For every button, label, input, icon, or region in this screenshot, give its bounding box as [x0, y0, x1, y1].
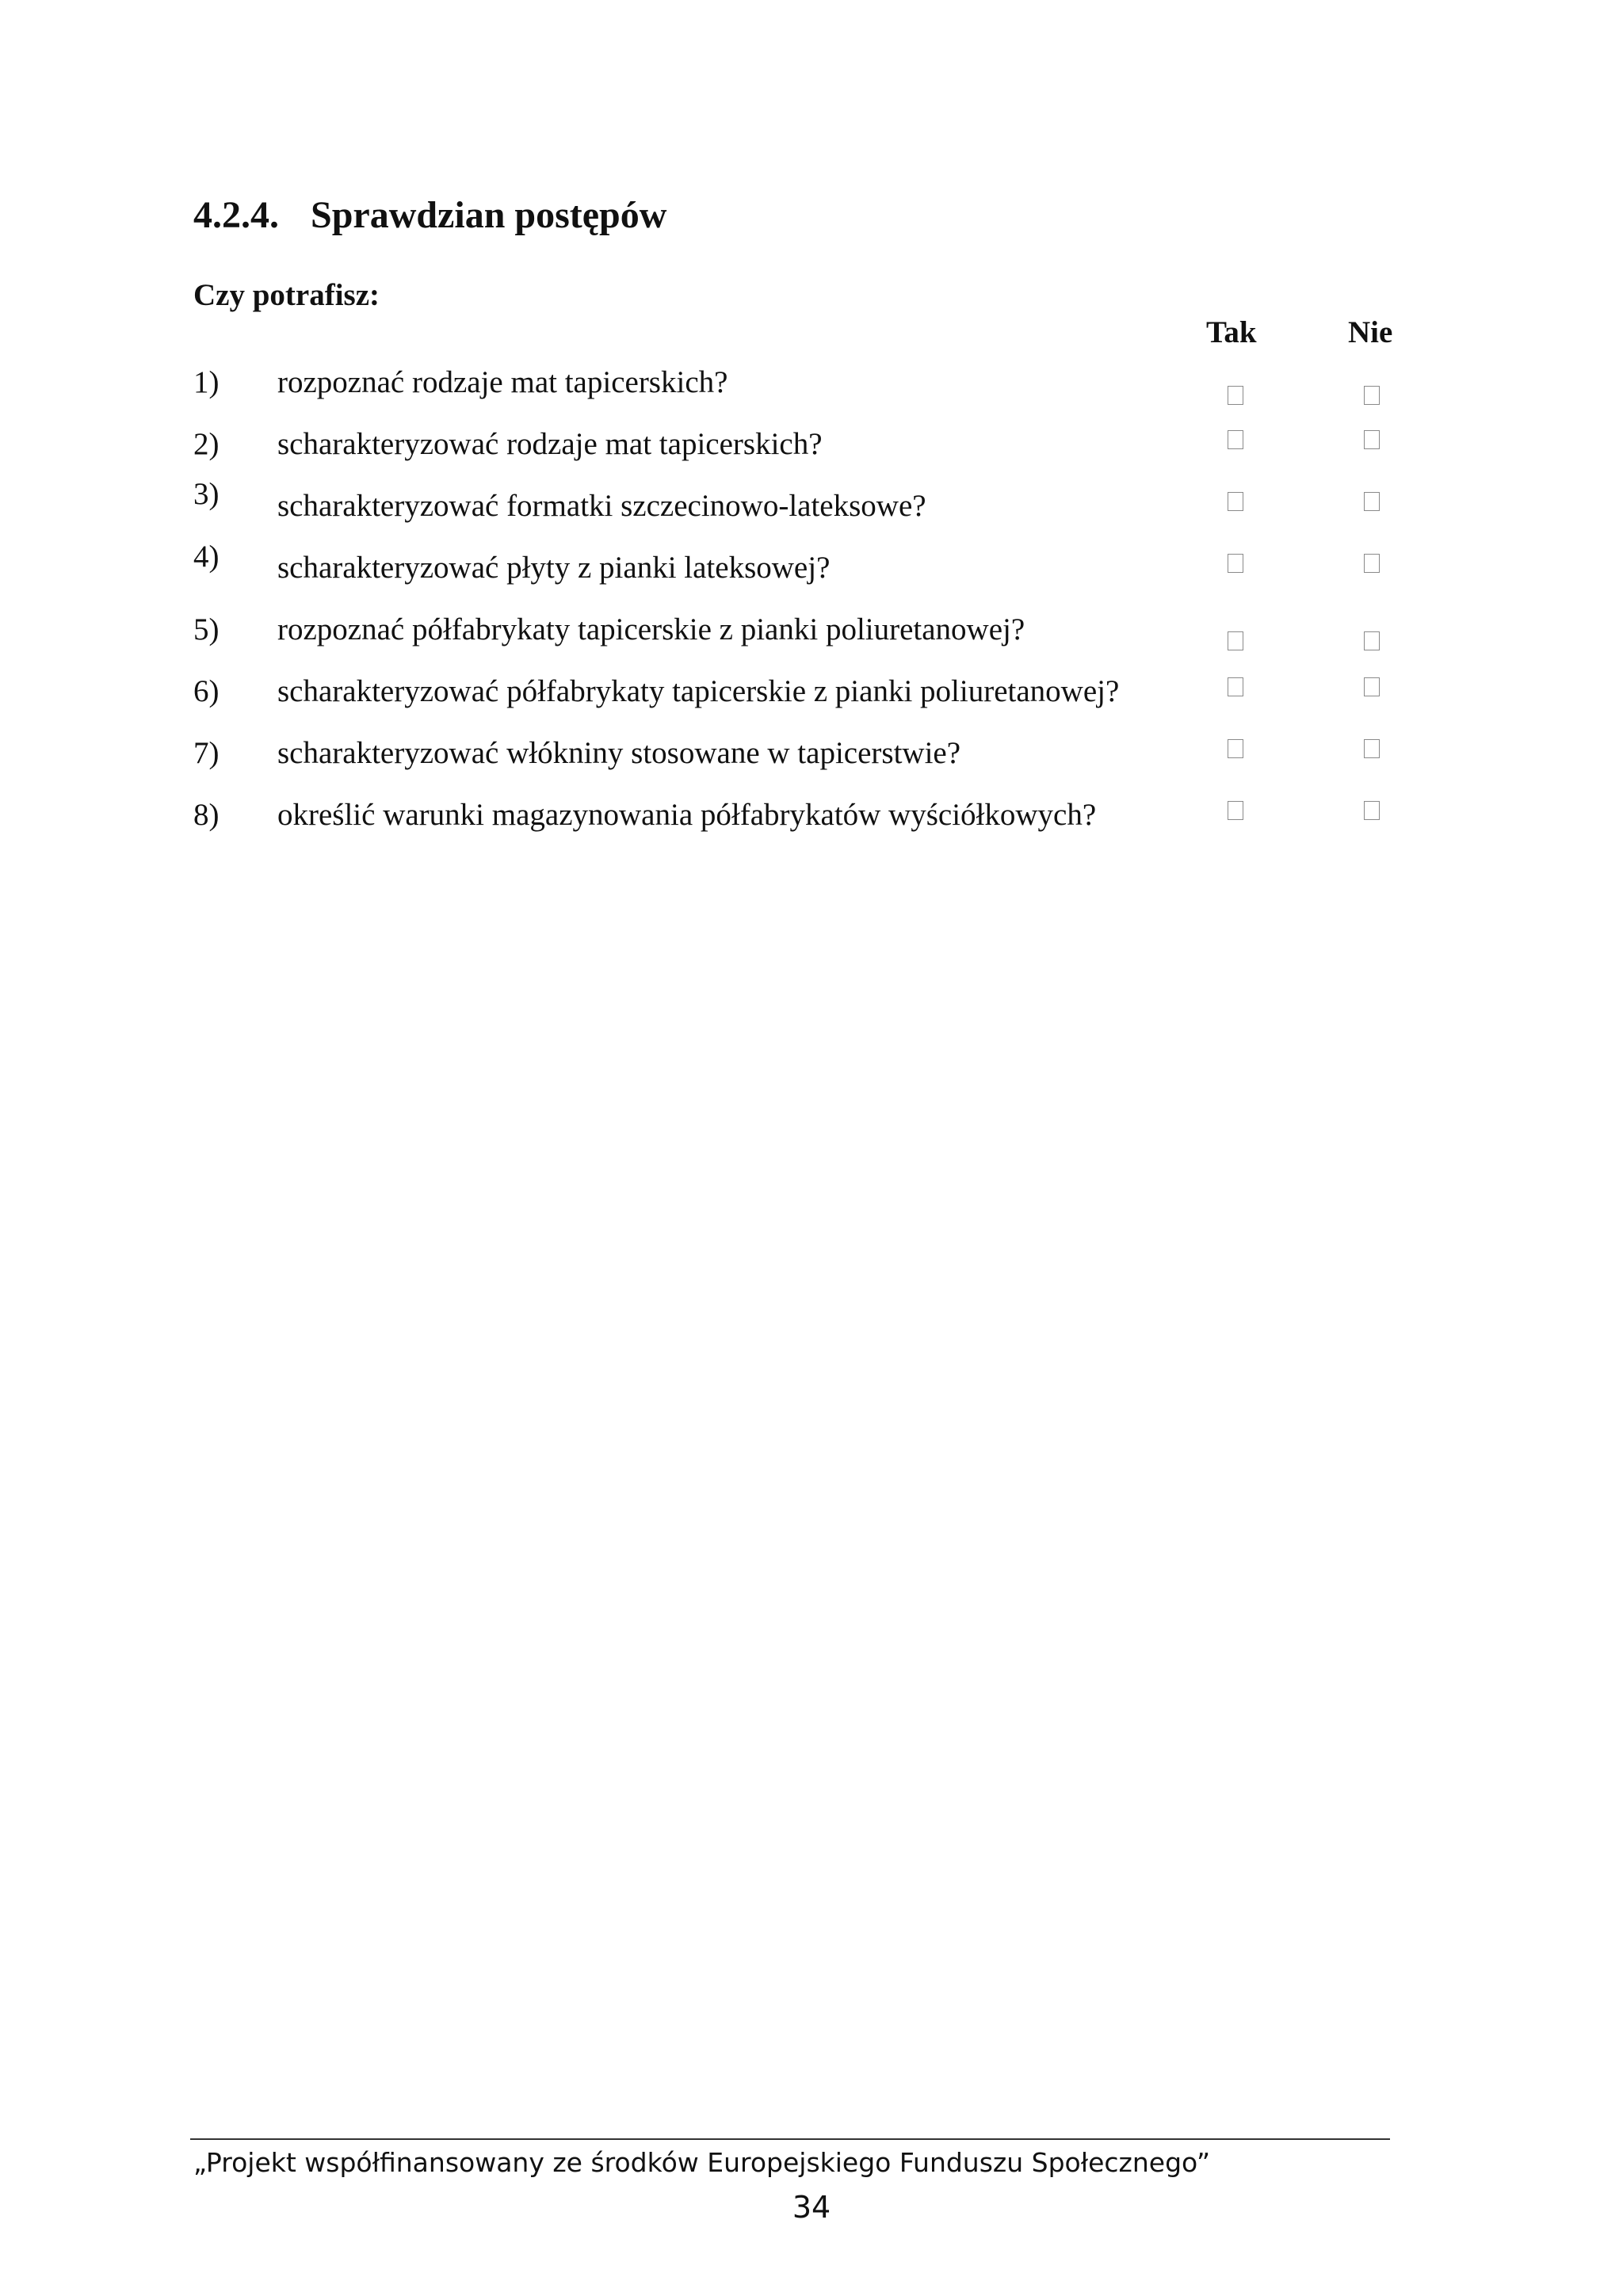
- question-text: scharakteryzować półfabrykaty tapicerskie z pianki poliuretanowej?: [277, 674, 1120, 708]
- question-text: rozpoznać rodzaje mat tapicerskich?: [277, 365, 728, 399]
- question-text: scharakteryzować płyty z pianki lateksowej?: [277, 551, 831, 585]
- question-prompt: Czy potrafisz:: [193, 278, 380, 312]
- footer-funding-note: „Projekt współfinansowany ze środków Europejskiego Funduszu Społecznego”: [193, 2147, 1211, 2178]
- no-checkbox[interactable]: [1364, 492, 1380, 511]
- yes-checkbox[interactable]: [1228, 430, 1243, 449]
- yes-checkbox[interactable]: [1228, 386, 1243, 405]
- question-number: 3): [193, 477, 220, 511]
- yes-checkbox[interactable]: [1228, 492, 1243, 511]
- yes-checkbox[interactable]: [1228, 631, 1243, 650]
- question-text: scharakteryzować formatki szczecinowo-lateksowe?: [277, 489, 926, 523]
- column-header-yes: Tak: [1206, 315, 1257, 349]
- no-checkbox[interactable]: [1364, 386, 1380, 405]
- question-text: określić warunki magazynowania półfabrykatów wyściółkowych?: [277, 798, 1097, 832]
- question-text: scharakteryzować rodzaje mat tapicerskich?: [277, 427, 823, 461]
- section-heading: [193, 193, 666, 237]
- no-checkbox[interactable]: [1364, 631, 1380, 650]
- question-number: 6): [193, 674, 220, 708]
- footer-divider: [190, 2138, 1390, 2140]
- page-number: 34: [792, 2190, 831, 2225]
- question-text: scharakteryzować włókniny stosowane w tapicerstwie?: [277, 736, 961, 770]
- question-text: rozpoznać półfabrykaty tapicerskie z pianki poliuretanowej?: [277, 612, 1025, 646]
- question-number: 7): [193, 736, 220, 770]
- section-title: Sprawdzian postępów: [311, 194, 667, 236]
- no-checkbox[interactable]: [1364, 739, 1380, 758]
- question-number: 2): [193, 427, 220, 461]
- yes-checkbox[interactable]: [1228, 801, 1243, 820]
- column-header-no: Nie: [1348, 315, 1393, 349]
- yes-checkbox[interactable]: [1228, 677, 1243, 696]
- section-number: 4.2.4.: [193, 194, 279, 236]
- no-checkbox[interactable]: [1364, 430, 1380, 449]
- yes-checkbox[interactable]: [1228, 554, 1243, 573]
- no-checkbox[interactable]: [1364, 677, 1380, 696]
- question-number: 1): [193, 365, 220, 399]
- yes-checkbox[interactable]: [1228, 739, 1243, 758]
- question-number: 5): [193, 612, 220, 646]
- question-number: 8): [193, 798, 220, 832]
- question-number: 4): [193, 540, 220, 574]
- no-checkbox[interactable]: [1364, 801, 1380, 820]
- no-checkbox[interactable]: [1364, 554, 1380, 573]
